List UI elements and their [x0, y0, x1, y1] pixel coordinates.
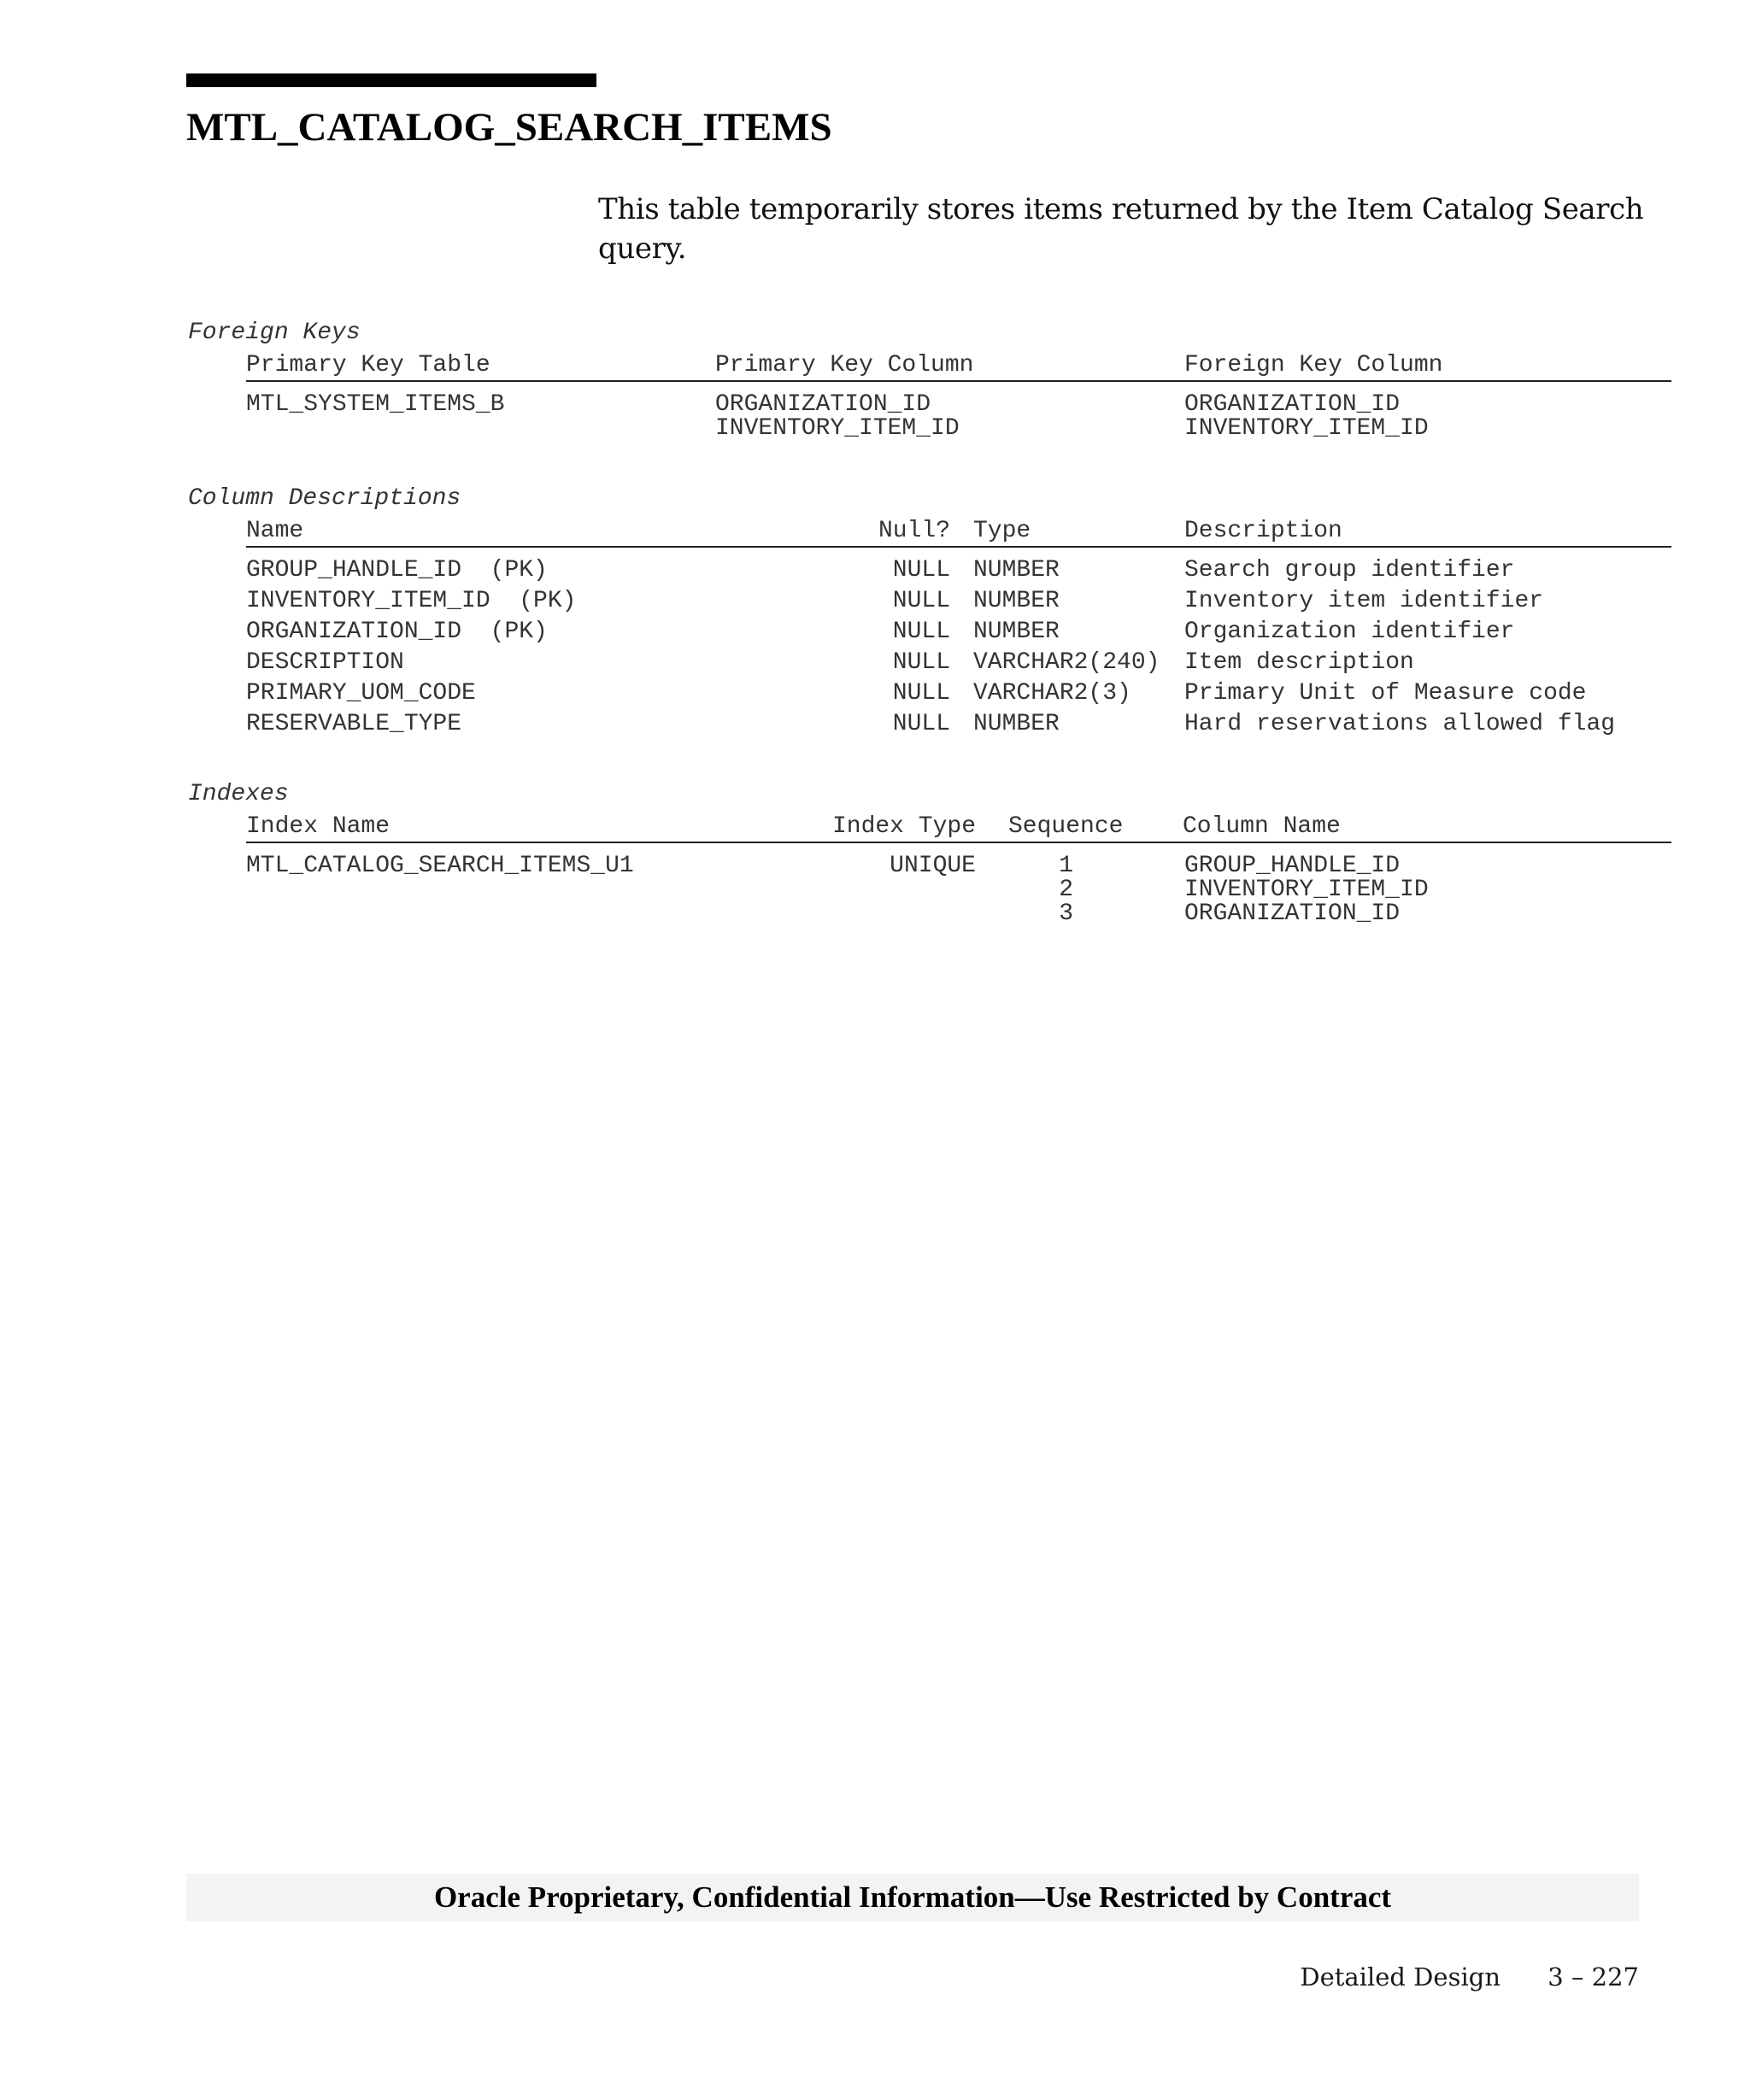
column-row-description: Organization identifier [1184, 619, 1515, 645]
column-row-null: NULL [892, 680, 950, 707]
col-header-rule [246, 546, 1671, 548]
column-row-type: NUMBER [973, 619, 1060, 645]
column-descriptions-label: Column Descriptions [188, 485, 461, 512]
fk-row-fk-column: ORGANIZATION_ID [1184, 391, 1401, 418]
column-row-type: VARCHAR2(240) [973, 649, 1160, 676]
title-rule [186, 73, 596, 87]
index-row-type: UNIQUE [890, 853, 976, 879]
column-row-description: Primary Unit of Measure code [1184, 680, 1587, 707]
index-header-rule [246, 842, 1671, 843]
table-description: This table temporarily stores items returned by the Item Catalog Search query. [598, 192, 1644, 266]
column-row-null: NULL [892, 649, 950, 676]
foreign-keys-label: Foreign Keys [188, 320, 361, 346]
page-title: MTL_CATALOG_SEARCH_ITEMS [186, 105, 832, 150]
column-row-name: ORGANIZATION_ID (PK) [246, 619, 548, 645]
index-row-column: GROUP_HANDLE_ID [1184, 853, 1401, 879]
index-row-sequence: 3 [1059, 900, 1073, 927]
index-row-column: ORGANIZATION_ID [1184, 900, 1401, 927]
column-row-type: VARCHAR2(3) [973, 680, 1131, 707]
column-row-null: NULL [892, 557, 950, 584]
col-header-type: Type [973, 518, 1031, 544]
column-row-type: NUMBER [973, 711, 1060, 737]
column-row-description: Hard reservations allowed flag [1184, 711, 1616, 737]
fk-header-pk-column: Primary Key Column [715, 352, 974, 378]
fk-row-pk-column: ORGANIZATION_ID [715, 391, 931, 418]
index-header-name: Index Name [246, 813, 391, 840]
index-row-column: INVENTORY_ITEM_ID [1184, 877, 1429, 903]
column-row-type: NUMBER [973, 557, 1060, 584]
fk-header-rule [246, 380, 1671, 382]
index-row-name: MTL_CATALOG_SEARCH_ITEMS_U1 [246, 853, 634, 879]
column-row-null: NULL [892, 619, 950, 645]
index-header-sequence: Sequence [1008, 813, 1124, 840]
fk-row-fk-column: INVENTORY_ITEM_ID [1184, 415, 1429, 442]
column-row-name: INVENTORY_ITEM_ID (PK) [246, 588, 577, 614]
column-row-description: Search group identifier [1184, 557, 1515, 584]
fk-header-fk-column: Foreign Key Column [1184, 352, 1443, 378]
column-row-name: PRIMARY_UOM_CODE [246, 680, 476, 707]
column-row-name: RESERVABLE_TYPE [246, 711, 462, 737]
index-row-sequence: 1 [1059, 853, 1073, 879]
indexes-label: Indexes [188, 781, 289, 807]
index-header-column-name: Column Name [1183, 813, 1341, 840]
footer-section-title: Detailed Design [1300, 1962, 1500, 1991]
column-row-null: NULL [892, 588, 950, 614]
column-row-name: DESCRIPTION [246, 649, 404, 676]
fk-header-pk-table: Primary Key Table [246, 352, 490, 378]
fk-row-table: MTL_SYSTEM_ITEMS_B [246, 391, 505, 418]
index-row-sequence: 2 [1059, 877, 1073, 903]
column-row-type: NUMBER [973, 588, 1060, 614]
column-row-name: GROUP_HANDLE_ID (PK) [246, 557, 548, 584]
confidentiality-notice: Oracle Proprietary, Confidential Information––Use Restricted by Contract [433, 1880, 1392, 1914]
col-header-name: Name [246, 518, 304, 544]
col-header-null: Null? [878, 518, 950, 544]
page-number: 3 – 227 [1547, 1962, 1639, 1991]
column-row-null: NULL [892, 711, 950, 737]
column-row-description: Item description [1184, 649, 1414, 676]
fk-row-pk-column: INVENTORY_ITEM_ID [715, 415, 960, 442]
column-row-description: Inventory item identifier [1184, 588, 1544, 614]
index-header-type: Index Type [831, 813, 976, 840]
col-header-description: Description [1184, 518, 1342, 544]
